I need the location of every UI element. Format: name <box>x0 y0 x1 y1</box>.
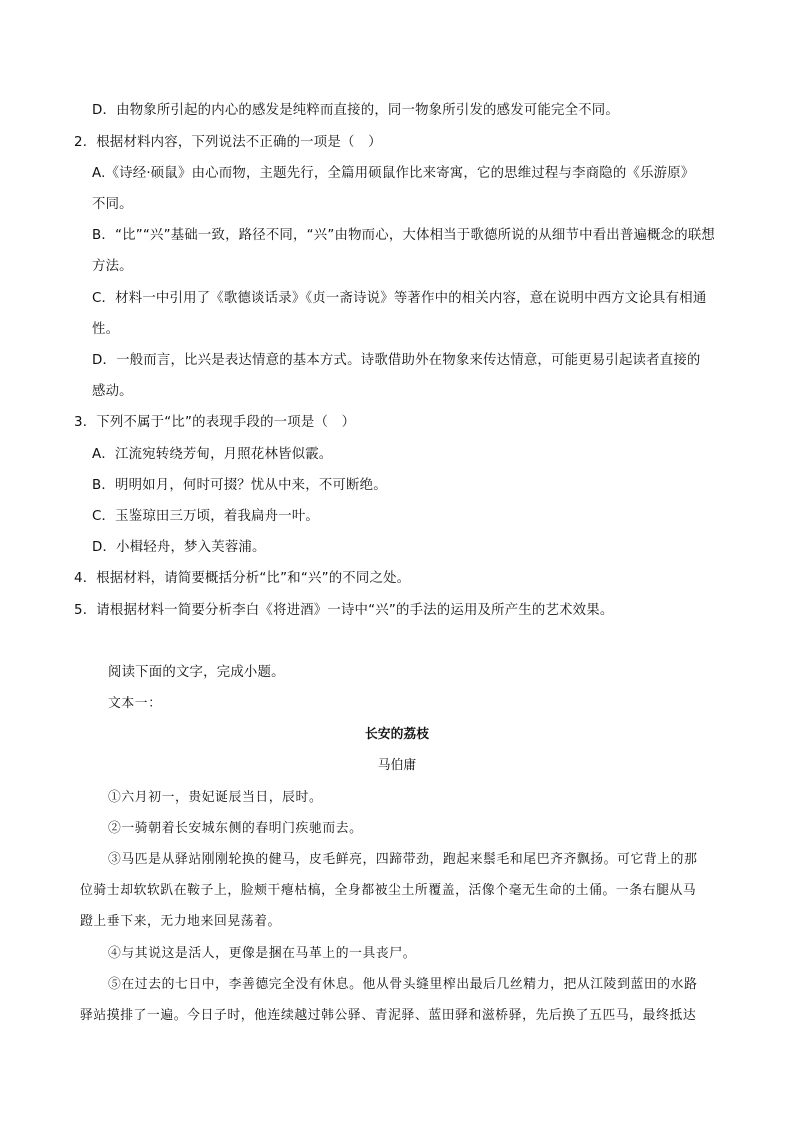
reading-instruction: 阅读下面的文字，完成小题。 <box>108 665 285 680</box>
q3-option-d: D．小楫轻舟，梦入芙蓉浦。 <box>92 540 266 555</box>
q3-option-b: B．明明如月，何时可掇？忧从中来，不可断绝。 <box>92 478 387 493</box>
story-paragraph-1: ①六月初一，贵妃诞辰当日，辰时。 <box>108 790 323 805</box>
story-paragraph-4: ④与其说这是活人，更像是捆在马革上的一具丧尸。 <box>108 946 417 961</box>
q1-option-d: D．由物象所引起的内心的感发是纯粹而直接的，同一物象所引发的感发可能完全不同。 <box>92 103 619 118</box>
story-paragraph-2: ②一骑朝着长安城东侧的春明门疾驰而去。 <box>108 821 363 836</box>
story-paragraph-5-line1: ⑤在过去的七日中，李善德完全没有休息。他从骨头缝里榨出最后几丝精力，把从江陵到蓝田的水路 <box>108 977 698 992</box>
story-author: 马伯庸 <box>377 758 417 773</box>
q4-stem: 4．根据材料，请简要概括分析“比”和“兴”的不同之处。 <box>74 571 411 586</box>
q2-option-d-line1: D．一般而言，比兴是表达情意的基本方式。诗歌借助外在物象来传达情意，可能更易引起读者直接的 <box>92 353 701 368</box>
q3-option-a: A．江流宛转绕芳甸，月照花林皆似霰。 <box>92 447 333 462</box>
q3-option-c: C．玉鉴琼田三万顷，着我扁舟一叶。 <box>92 509 319 524</box>
text-label: 文本一： <box>108 696 162 711</box>
q3-stem: 3．下列不属于“比”的表现手段的一项是（ ） <box>74 415 356 430</box>
q2-option-b-line2: 方法。 <box>92 259 133 274</box>
q2-option-d-line2: 感动。 <box>92 384 133 399</box>
story-paragraph-5-line2: 驿站摸排了一遍。今日子时，他连续越过韩公驿、青泥驿、蓝田驿和滋桥驿，先后换了五匹马，最终抵达 <box>80 1008 697 1023</box>
story-paragraph-3-line3: 蹬上垂下来，无力地来回晃荡着。 <box>80 914 281 929</box>
story-paragraph-3-line2: 位骑士却软软趴在鞍子上，脸颊干瘪枯槁，全身都被尘土所覆盖，活像个毫无生命的土俑。一条右腿从马 <box>80 883 697 898</box>
story-paragraph-3-line1: ③马匹是从驿站刚刚轮换的健马，皮毛鲜亮，四蹄带劲，跑起来鬃毛和尾巴齐齐飘扬。可它背上的那 <box>108 852 698 867</box>
q2-option-a-line1: A.《诗经·硕鼠》由心而物，主题先行，全篇用硕鼠作比来寄寓，它的思维过程与李商隐的《乐游原》 <box>92 166 695 181</box>
story-title: 长安的荔枝 <box>365 727 429 742</box>
q5-stem: 5．请根据材料一简要分析李白《将进酒》一诗中“兴”的手法的运用及所产生的艺术效果。 <box>74 603 614 618</box>
q2-option-c-line1: C．材料一中引用了《歌德谈话录》《贞一斋诗说》等著作中的相关内容，意在说明中西方文论具有相通 <box>92 291 707 306</box>
q2-option-a-line2: 不同。 <box>92 197 133 212</box>
q2-option-b-line1: B．“比”“兴”基础一致，路径不同，“兴”由物而心，大体相当于歌德所说的从细节中看出普遍概念的联想 <box>92 228 716 243</box>
q2-stem: 2．根据材料内容，下列说法不正确的一项是（ ） <box>74 135 382 150</box>
q2-option-c-line2: 性。 <box>92 322 120 337</box>
